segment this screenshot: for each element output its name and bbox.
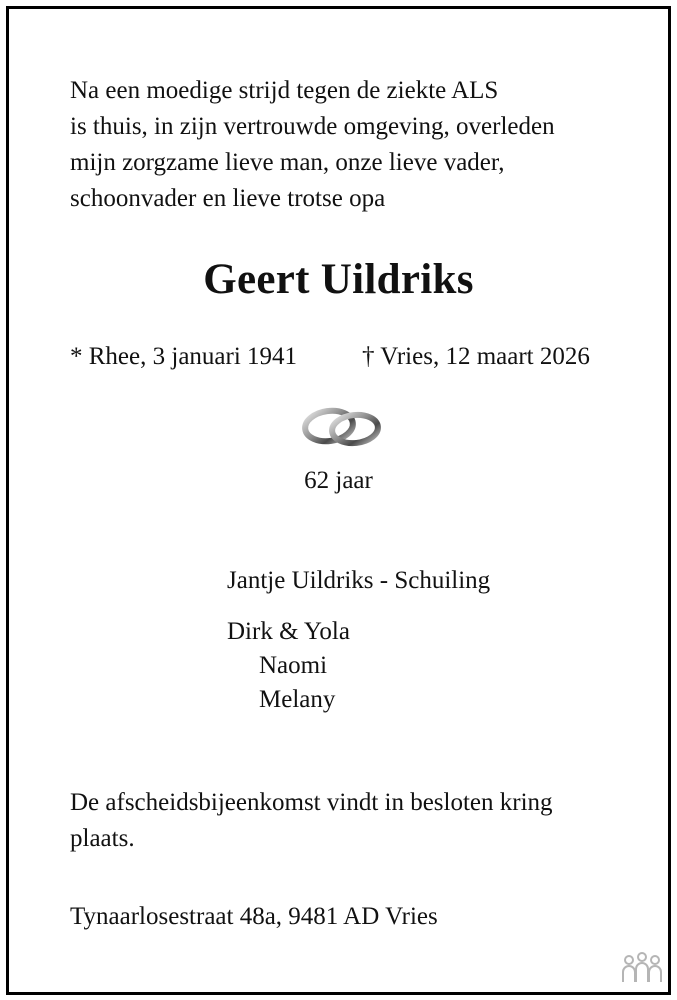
death-info: † Vries, 12 maart 2026 [362,343,590,370]
wedding-rings-icon [299,404,387,459]
marriage-years: 62 jaar [304,467,373,494]
address: Tynaarlosestraat 48a, 9481 AD Vries [70,903,438,930]
ceremony-line: plaats. [70,825,135,852]
grandchild-name: Melany [259,686,336,713]
children-names: Dirk & Yola [227,618,350,645]
grandchild-name: Naomi [259,652,328,679]
intro-line: Na een moedige strijd tegen de ziekte ALS [70,77,499,104]
spouse-name: Jantje Uildriks - Schuiling [227,567,491,594]
death-notice-card [6,6,671,995]
birth-info: * Rhee, 3 januari 1941 [70,343,298,370]
intro-line: is thuis, in zijn vertrouwde omgeving, overleden [70,113,555,140]
intro-text [70,73,555,217]
intro-line: mijn zorgzame lieve man, onze lieve vader, [70,149,505,176]
ceremony-line: De afscheidsbijeenkomst vindt in besloten kring [70,789,553,816]
ceremony-text [70,785,553,857]
deceased-name: Geert Uildriks [203,256,474,303]
intro-line: schoonvader en lieve trotse opa [70,185,386,212]
people-group-logo-icon [620,951,664,990]
